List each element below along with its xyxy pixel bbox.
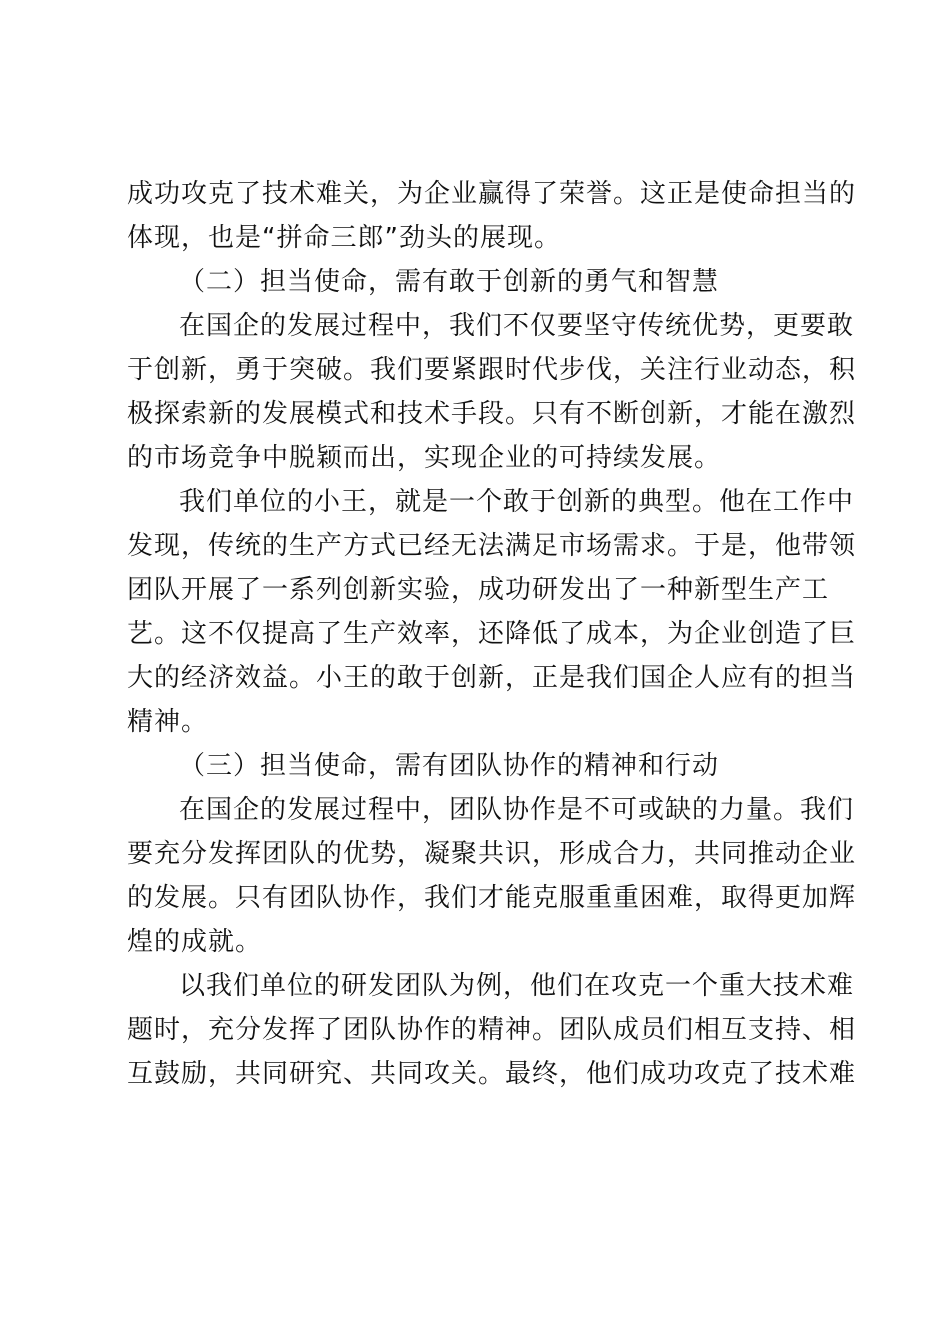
paragraph-line: 极探索新的发展模式和技术手段。只有不断创新，才能在激烈: [127, 399, 857, 429]
paragraph-line: 成功攻克了技术难关，为企业赢得了荣誉。这正是使命担当的: [127, 179, 857, 209]
paragraph-line: 题时，充分发挥了团队协作的精神。团队成员们相互支持、相: [127, 1015, 857, 1045]
paragraph-line: 我们单位的小王，就是一个敢于创新的典型。他在工作中: [179, 487, 855, 517]
paragraph-line: 互鼓励，共同研究、共同攻关。最终，他们成功攻克了技术难: [127, 1059, 857, 1089]
paragraph-line: 大的经济效益。小王的敢于创新，正是我们国企人应有的担当: [127, 663, 857, 693]
paragraph-line: 在国企的发展过程中，我们不仅要坚守传统优势，更要敢: [179, 311, 855, 341]
paragraph-line: 的发展。只有团队协作，我们才能克服重重困难，取得更加辉: [127, 883, 857, 913]
paragraph-line: 的市场竞争中脱颖而出，实现企业的可持续发展。: [127, 443, 722, 473]
paragraph-line: 体现，也是“拼命三郎”劲头的展现。: [127, 223, 561, 253]
document-body: [127, 172, 857, 1096]
paragraph-line: 于创新，勇于突破。我们要紧跟时代步伐，关注行业动态，积: [127, 355, 857, 385]
paragraph-line: 以我们单位的研发团队为例，他们在攻克一个重大技术难: [179, 971, 855, 1001]
paragraph-line: 发现，传统的生产方式已经无法满足市场需求。于是，他带领: [127, 531, 857, 561]
paragraph-line: 精神。: [127, 707, 209, 737]
section-heading-3: （三）担当使命，需有团队协作的精神和行动: [179, 751, 720, 781]
paragraph-line: 在国企的发展过程中，团队协作是不可或缺的力量。我们: [179, 795, 855, 825]
section-heading-2: （二）担当使命，需有敢于创新的勇气和智慧: [179, 267, 720, 297]
paragraph-line: 艺。这不仅提高了生产效率，还降低了成本，为企业创造了巨: [127, 619, 857, 649]
paragraph-line: 要充分发挥团队的优势，凝聚共识，形成合力，共同推动企业: [127, 839, 857, 869]
paragraph-line: 团队开展了一系列创新实验，成功研发出了一种新型生产工: [127, 575, 830, 605]
paragraph-line: 煌的成就。: [127, 927, 263, 957]
